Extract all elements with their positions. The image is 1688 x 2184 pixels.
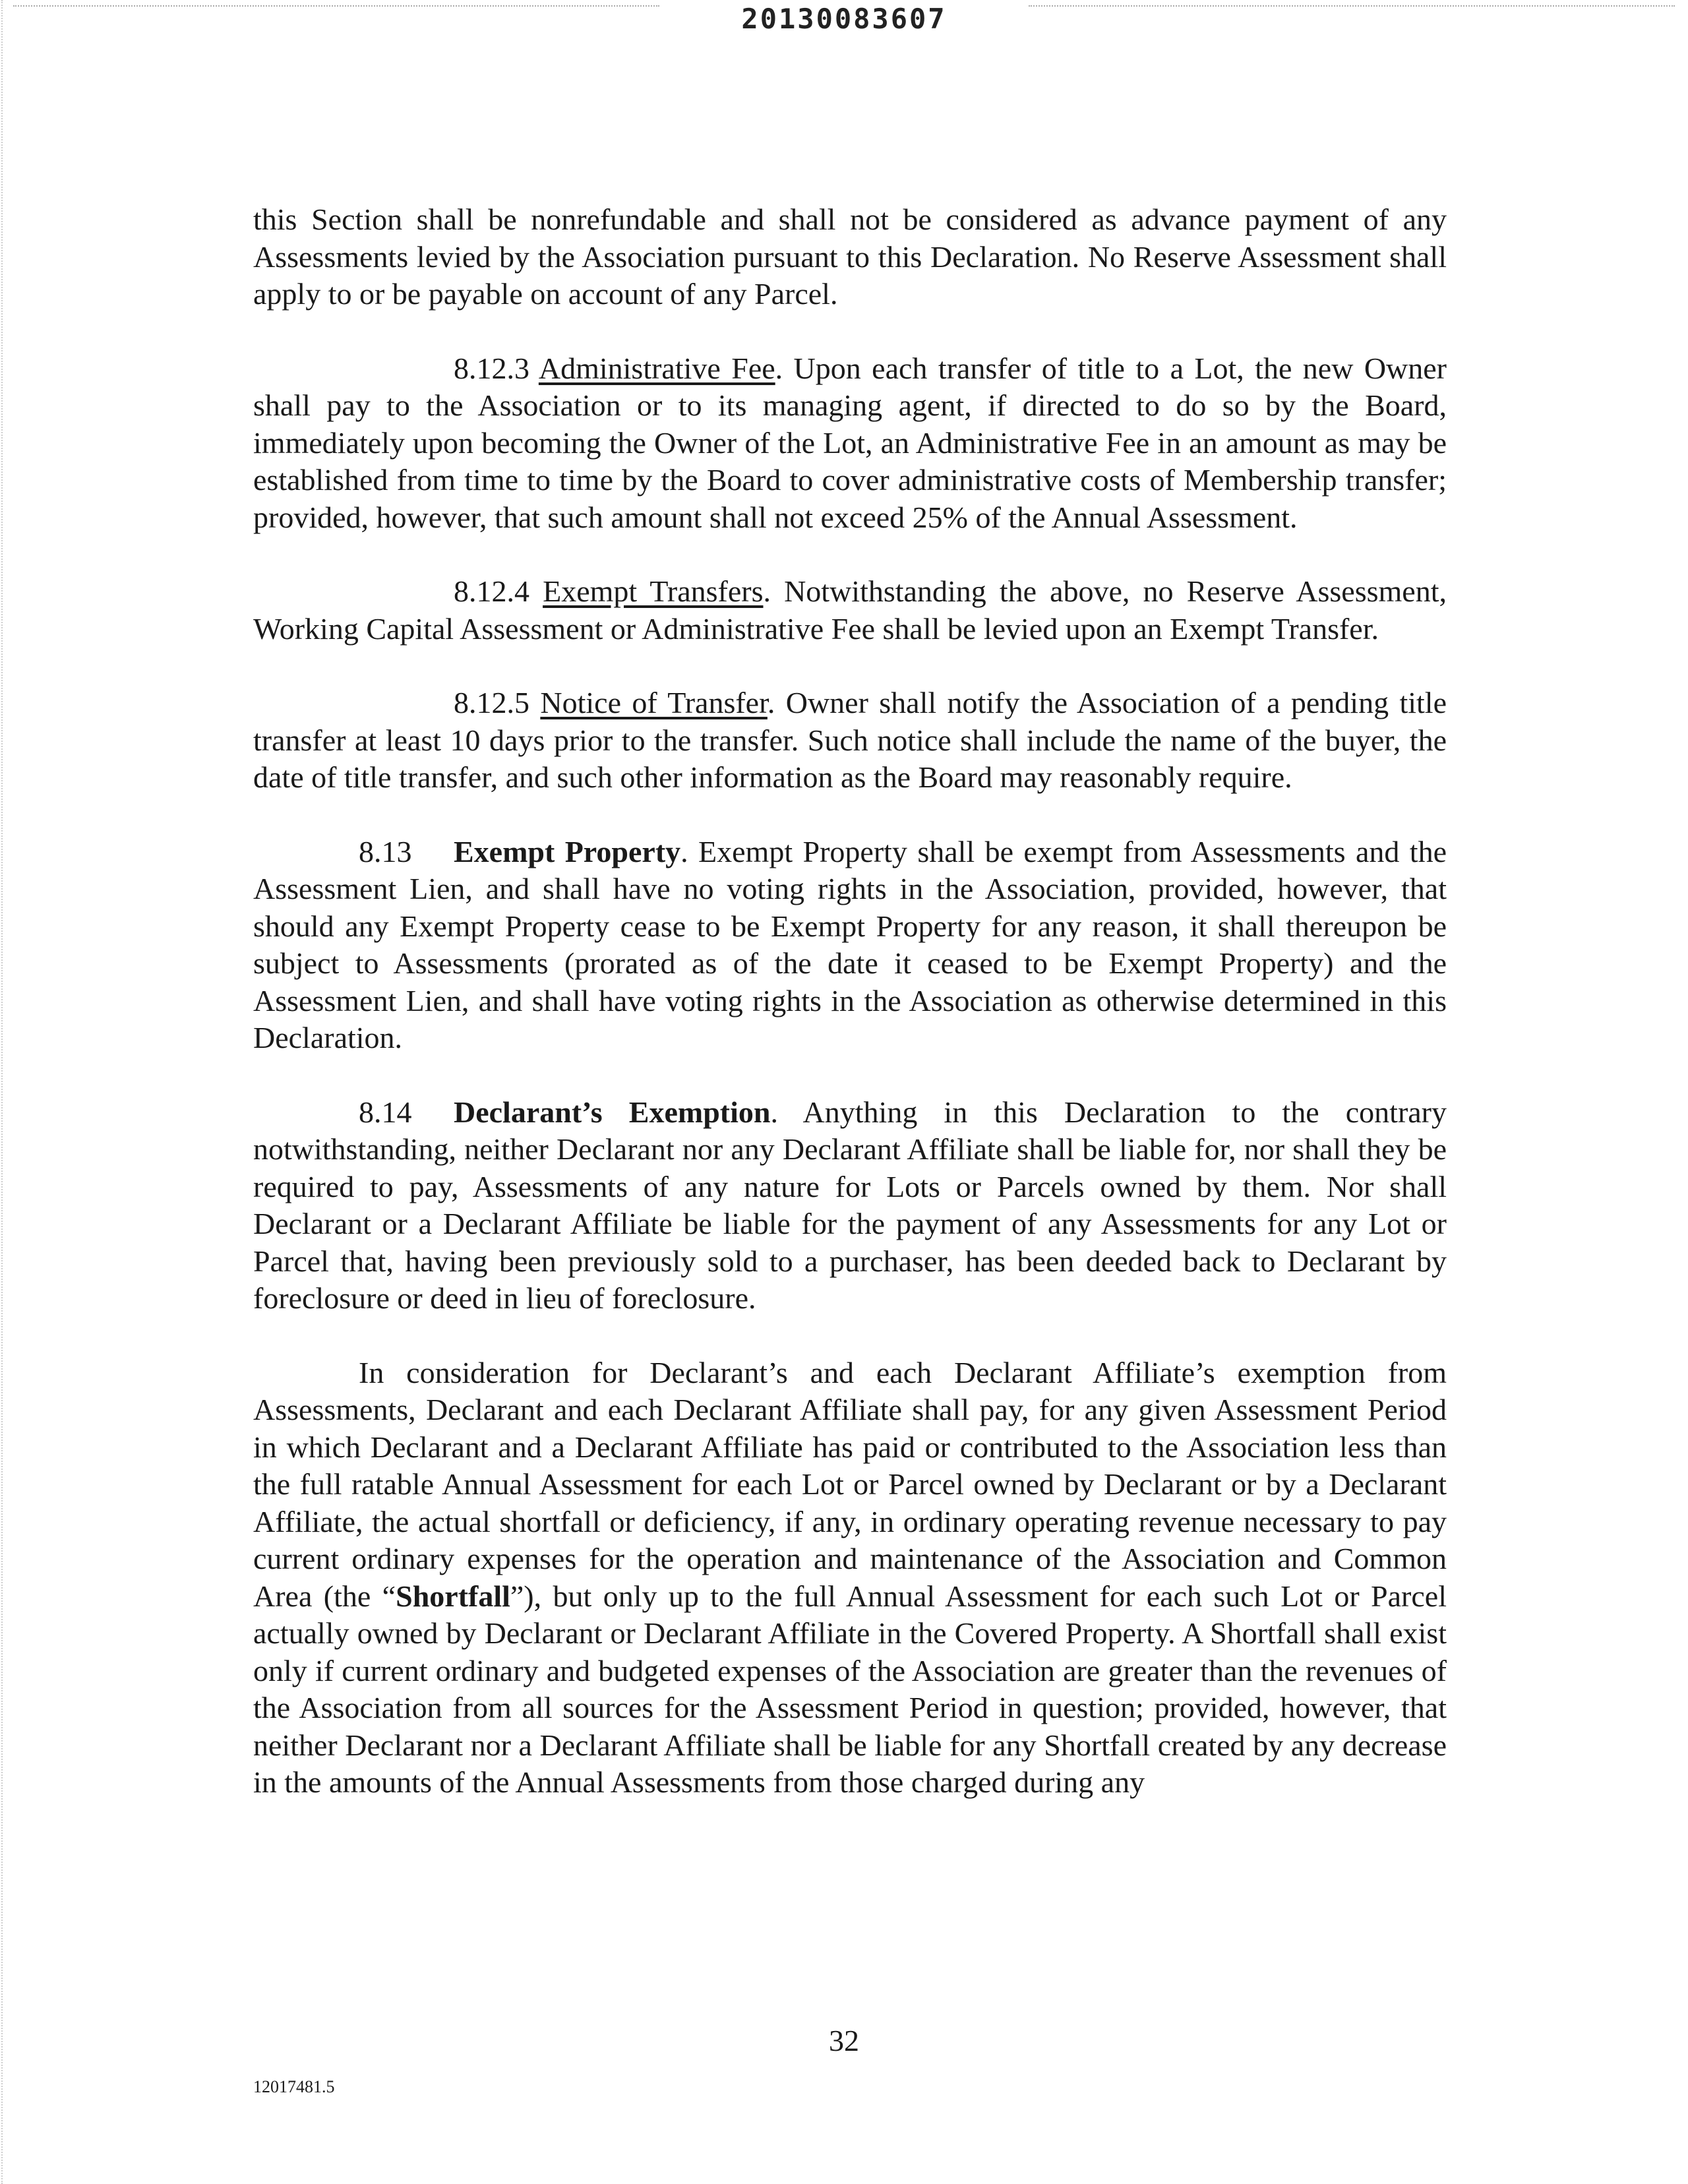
section-text: . Anything in this Declaration to the contrary notwithstanding, neither Declarant nor any Declarant Affiliate shall be liable for, nor shall they be required to pay, Assessments of any nature for Lots or Parcels owned by them. Nor shall Declarant or a Declarant Affiliate be liable for the payment of any Assessments for any Lot or Parcel that, having been previously sold to a purchaser, has been deeded back to Declarant by foreclosure or deed in lieu of foreclosure. (253, 1095, 1447, 1315)
defined-term: Shortfall (396, 1579, 510, 1613)
scan-edge-artifact (1, 0, 8, 2184)
document-id: 12017481.5 (253, 2077, 335, 2096)
section-text: . Exempt Property shall be exempt from Assessments and the Assessment Lien, and shall have no voting rights in the Association, provided, however, that should any Exempt Property cease to be Exempt Property for any reason, it shall thereupon be subject to Assessments (prorated as of the date it ceased to be Exempt Property) and the Assessment Lien, and shall have voting rights in the Association as otherwise determined in this Declaration. (253, 834, 1447, 1054)
paragraph-continuation (253, 201, 1447, 313)
section-8-14 (253, 1094, 1447, 1318)
recording-number: 20130083607 (741, 3, 947, 35)
shortfall-paragraph (253, 1354, 1447, 1802)
section-heading: Notice of Transfer (540, 686, 768, 719)
section-text: . Owner shall notify the Association of a pending title transfer at least 10 days prior to the transfer. Such notice shall include the name of the buyer, the date of title transfer, and such other information as the Board may reasonably require. (253, 686, 1447, 794)
paragraph-text: this Section shall be nonrefundable and shall not be considered as advance payment of any Assessments levied by the Association pursuant to this Declaration. No Reserve Assessment shall apply to or be payable on account of any Parcel. (253, 202, 1447, 311)
section-heading: Exempt Property (454, 834, 681, 868)
section-8-13 (253, 834, 1447, 1057)
section-number: 8.13 (359, 834, 412, 868)
page-number: 32 (829, 2024, 859, 2057)
section-8-12-4 (253, 573, 1447, 648)
section-number: 8.12.4 (454, 574, 529, 608)
section-8-12-5 (253, 684, 1447, 797)
section-text: . Upon each transfer of title to a Lot, the new Owner shall pay to the Association or to its managing agent, if directed to do so by the Board, immediately upon becoming the Owner of the Lot, an Administrative Fee in an amount as may be established from time to time by the Board to cover administrative costs of Membership transfer; provided, however, that such amount shall not exceed 25% of the Annual Assessment. (253, 351, 1447, 534)
paragraph-text: In consideration for Declarant’s and each Declarant Affiliate’s exemption from Assessments, Declarant and each Declarant Affiliate shall pay, for any given Assessment Period in which Declarant and a Declarant Affiliate has paid or contributed to the Association less than the full ratable Annual Assessment for each Lot or Parcel owned by Declarant or by a Declarant Affiliate, the actual shortfall or deficiency, if any, in ordinary operating revenue necessary to pay current ordinary expenses for the operation and maintenance of the Association and Common Area (the “ (253, 1355, 1447, 1613)
section-text: . Notwithstanding the above, no Reserve Assessment, Working Capital Assessment or Administrative Fee shall be levied upon an Exempt Transfer. (253, 574, 1447, 646)
section-heading: Declarant’s Exemption (454, 1095, 771, 1129)
section-number: 8.12.5 (454, 686, 529, 719)
section-heading: Exempt Transfers (543, 574, 764, 608)
section-8-12-3 (253, 350, 1447, 537)
section-number: 8.12.3 (454, 351, 529, 385)
section-heading: Administrative Fee (538, 351, 775, 385)
section-number: 8.14 (359, 1095, 412, 1129)
paragraph-text: ”), but only up to the full Annual Assessment for each such Lot or Parcel actually owned by Declarant or Declarant Affiliate in the Covered Property. A Shortfall shall exist only if current ordinary and budgeted expenses of the Association are greater than the revenues of the Association from all sources for the Assessment Period in question; provided, however, that neither Declarant nor a Declarant Affiliate shall be liable for any Shortfall created by any decrease in the amounts of the Annual Assessments from those charged during any (253, 1579, 1447, 1799)
document-body (253, 201, 1447, 1838)
